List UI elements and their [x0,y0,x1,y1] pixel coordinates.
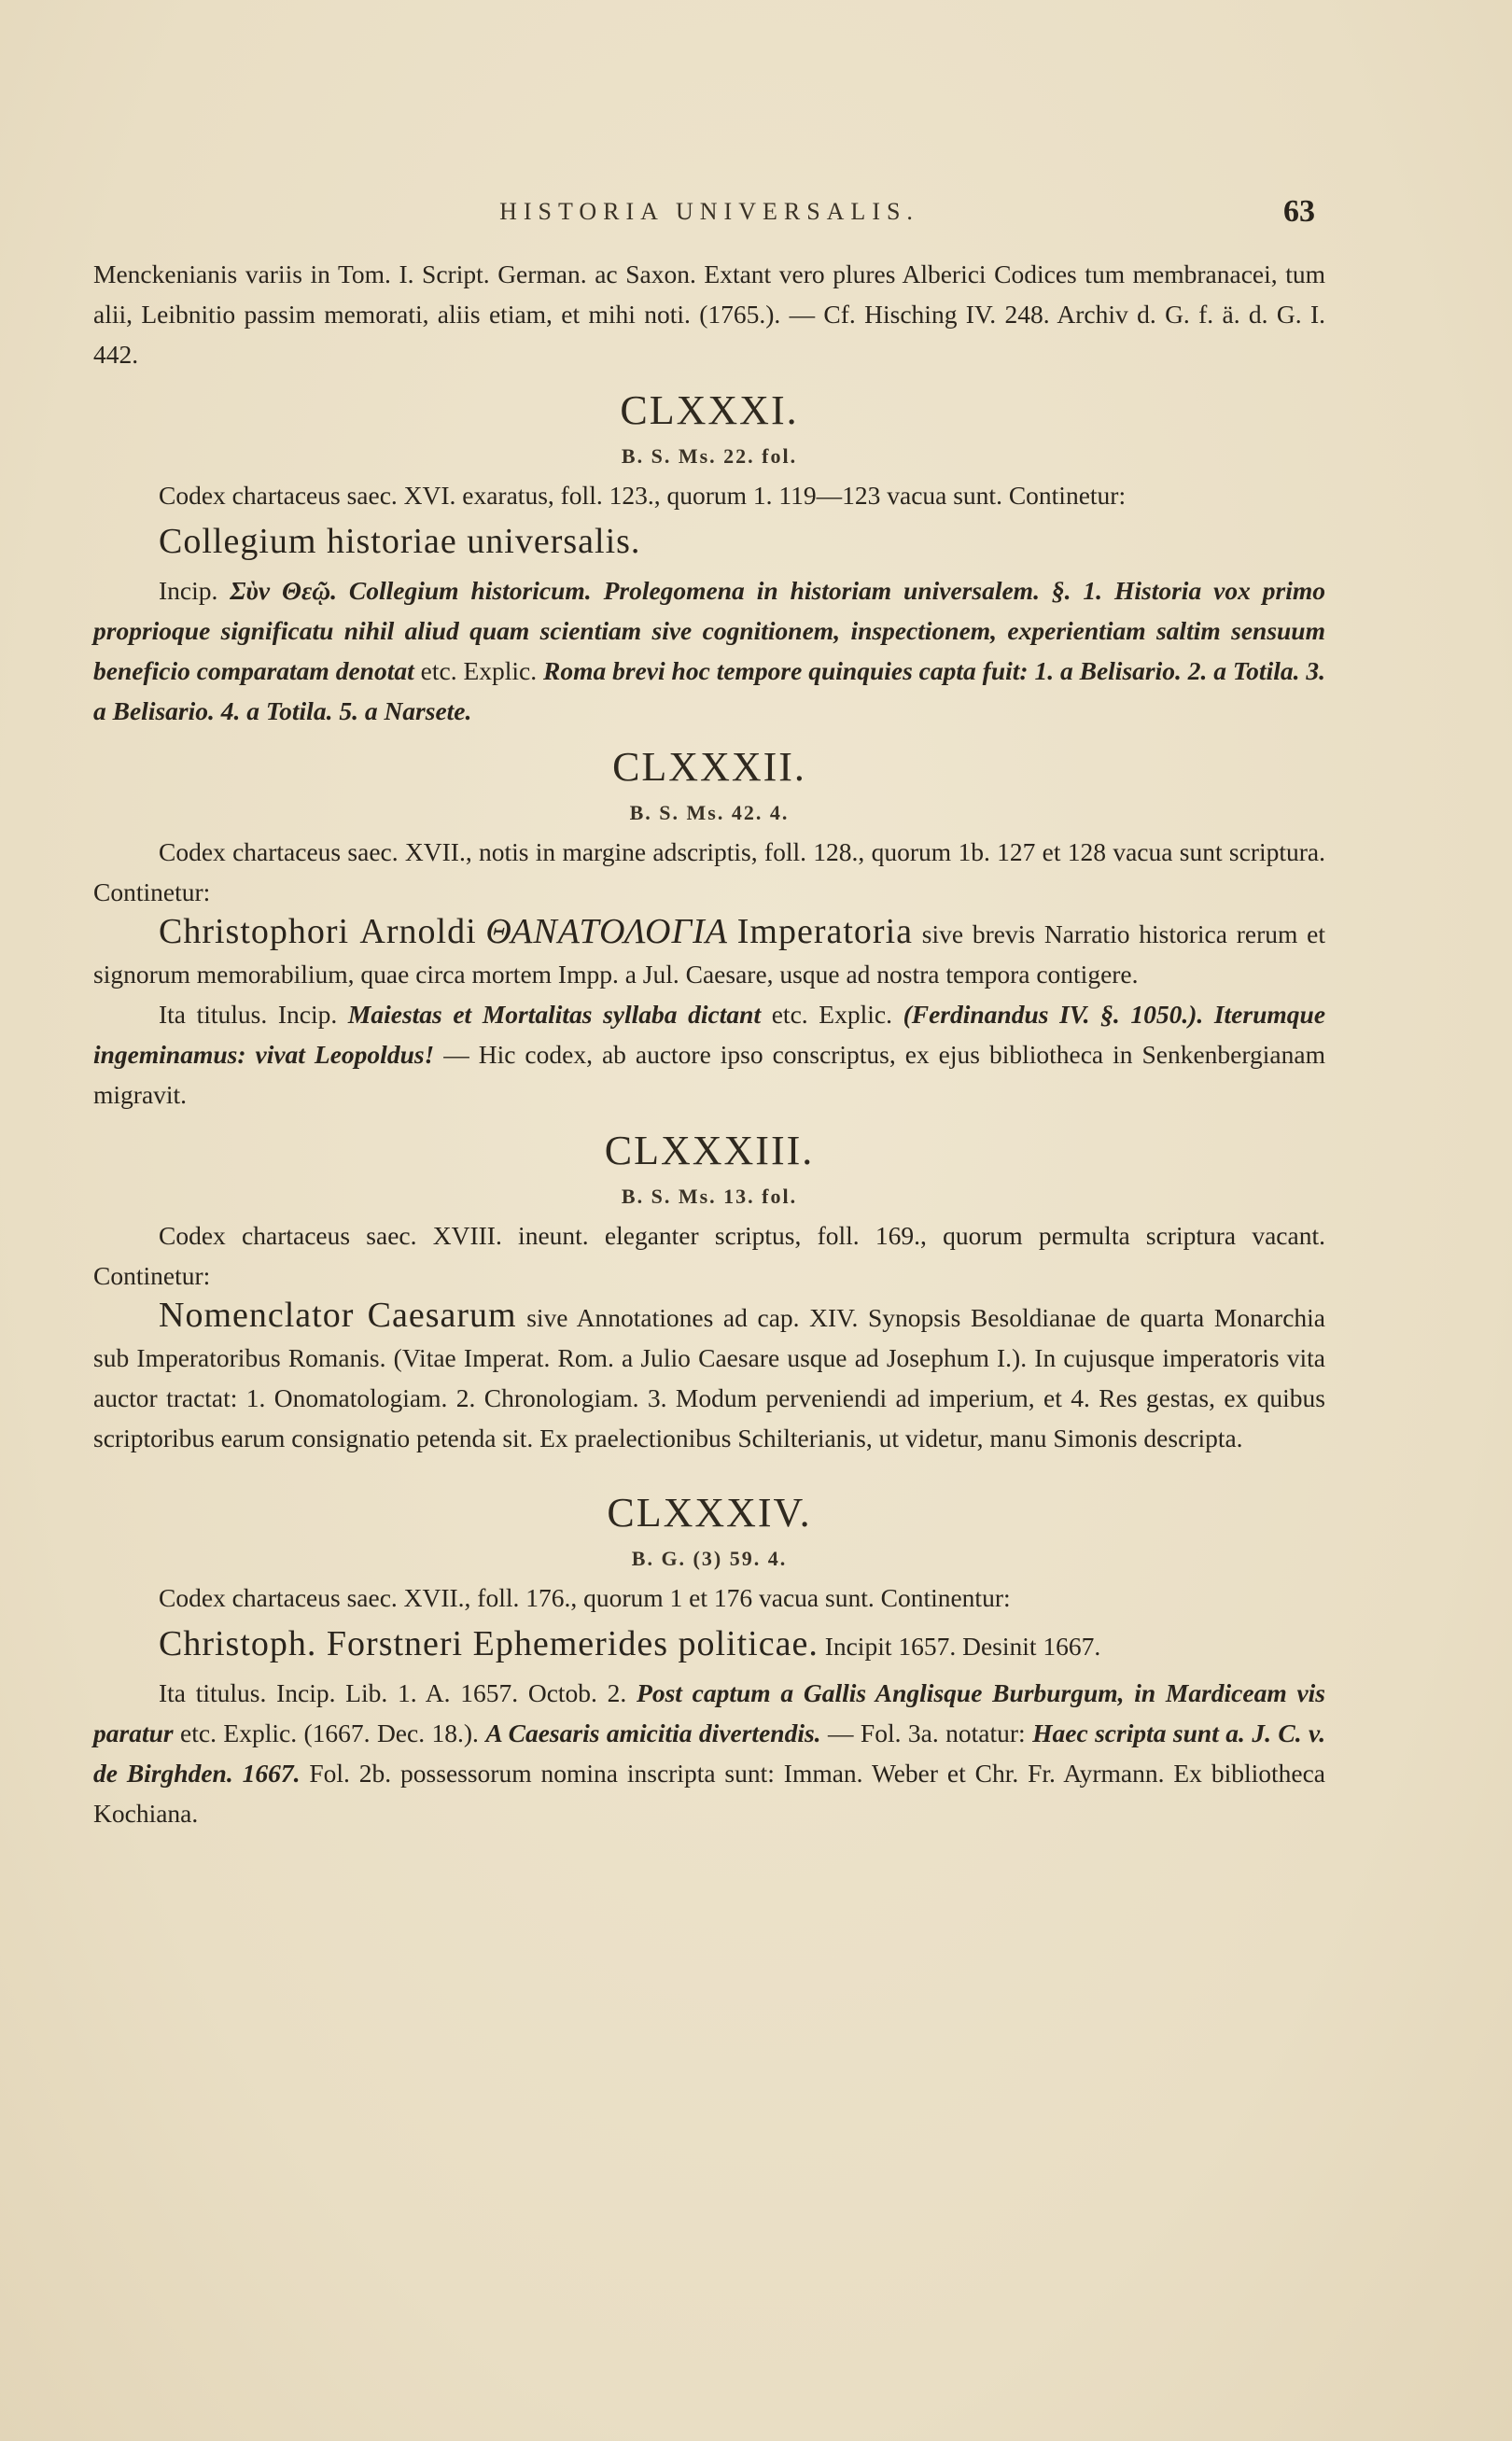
page-number: 63 [1283,194,1315,229]
spacer [93,1458,1325,1477]
explic-text: Roma brevi hoc tempore quinquies capta fuit: 1. a Belisario. 2. a Totila. 3. a Belisario. 4. a Totila. 5. a Narsete. [93,656,1325,725]
owners-note: Fol. 2b. possessorum nomina inscripta sunt: Imman. Weber et Chr. Fr. Ayrmann. Ex bibliotheca Kochiana. [93,1759,1325,1828]
etc-label: etc. [420,656,457,685]
entry-title-rest: sive brevis Narratio historica rerum et signorum memorabilium, quae circa mortem Impp. a Jul. Caesare, usque ad nostra tempora contigere. [93,919,1326,989]
entry-title-text: Collegium historiae universalis. [159,522,641,561]
fol-note: — Fol. 3a. notatur: [827,1719,1026,1747]
entry-description: Codex chartaceus saec. XVIII. ineunt. eleganter scriptus, foll. 169., quorum permulta scriptura vacant. Continetur: [93,1221,1325,1290]
explic-text: (Ferdinandus IV. §. 1050.). Iterumque ingeminamus: vivat Leopoldus! [93,1000,1326,1069]
entry-number: CLXXXII. [612,744,806,790]
intro-paragraph: Menckenianis variis in Tom. I. Script. German. ac Saxon. Extant vero plures Alberici Codices tum membranacei, tum alii, Leibnitio passim memorati, aliis etiam, et mihi noti. (1765.). — Cf. Hisching IV. 248. Archiv d. G. f. ä. d. G. I. 442. [93,260,1325,369]
running-head: HISTORIA UNIVERSALIS. [499,198,919,225]
etc-label: etc. [771,1000,808,1029]
entry-signature: B. S. Ms. 13. fol. [621,1185,798,1208]
etc-label: etc. [180,1719,217,1747]
entry-description: Codex chartaceus saec. XVI. exaratus, foll. 123., quorum 1. 119—123 vacua sunt. Continetur: [159,481,1127,510]
entry-signature: B. S. Ms. 22. fol. [621,444,798,468]
incip-text: Post captum a Gallis Anglisque Burburgum, in Mardiceam vis paratur [93,1678,1326,1747]
entry-number: CLXXXIII. [604,1128,815,1173]
entry-title-greek: ΘΑΝΑΤΟΛΟΓΙΑ [485,912,728,951]
entry-title-rest: sive Annotationes ad cap. XIV. Synopsis Besoldianae de quarta Monarchia sub Imperatoribus Romanis. (Vitae Imperat. Rom. a Julio Caesare usque ad Josephum I.). In cujusque imperatoris vita auctor tractat: 1. Onomatologiam. 2. Chronologiam. 3. Modum perveniendi ad imperium, et 4. Res gestas, ex quibus scriptoribus earum consignatio petenda sit. Ex praelectionibus Schilterianis, ut videtur, manu Simonis descripta. [93,1303,1326,1452]
entry-title [93,1296,1325,1458]
incip-text: Σὺν Θεῷ. Collegium historicum. Prolegomena in historiam universalem. §. 1. Historia vox primo proprioque significatu nihil aliud quam scientiam sive cognitionem, inspectionem, experientiam saltim sensuum beneficio comparatam denotat [93,576,1325,685]
entry-description: Codex chartaceus saec. XVII., notis in margine adscriptis, foll. 128., quorum 1b. 127 et 128 vacua sunt scriptura. Continetur: [93,837,1325,906]
entry-title-text: Nomenclator Caesarum [159,1296,517,1335]
explic-label: Explic. [463,656,538,685]
entry-title [93,1618,1325,1673]
explic-label: Explic. [819,1000,892,1029]
entry-title [93,515,1325,570]
note-lead: Ita titulus. Incip. [159,1000,338,1029]
note-lead: Ita titulus. Incip. Lib. 1. A. 1657. Octob. 2. [159,1678,627,1707]
entry-description: Codex chartaceus saec. XVII., foll. 176., quorum 1 et 176 vacua sunt. Continentur: [159,1583,1011,1612]
entry-note [93,1673,1325,1833]
entry-title-author: Christophori Arnoldi [159,912,477,951]
entry-title [93,912,1325,994]
incip-text: Maiestas et Mortalitas syllaba dictant [347,1000,762,1029]
entry-title-word: Imperatoria [736,912,913,951]
entry-title-text: Christoph. Forstneri Ephemerides politicae. [159,1624,819,1663]
incip-label: Incip. [159,576,218,605]
explic-text: A Caesaris amicitia divertendis. [485,1719,821,1747]
fol-quote: Haec scripta sunt a. J. C. v. de Birghden. 1667. [93,1719,1326,1788]
entry-signature: B. G. (3) 59. 4. [631,1547,788,1570]
entry-number: CLXXXI. [620,387,799,433]
entry-signature: B. S. Ms. 42. 4. [629,801,790,824]
body-text [93,254,1325,1833]
entry-title-rest: Incipit 1657. Desinit 1667. [824,1632,1101,1661]
entry-incipit [93,570,1325,731]
entry-number: CLXXXIV. [607,1490,812,1536]
entry-note [93,994,1325,1115]
note-tail: — Hic codex, ab auctore ipso conscriptus, ex ejus bibliotheca in Senkenbergianam migravit. [93,1040,1325,1109]
explic-lead: Explic. (1667. Dec. 18.). [223,1719,479,1747]
